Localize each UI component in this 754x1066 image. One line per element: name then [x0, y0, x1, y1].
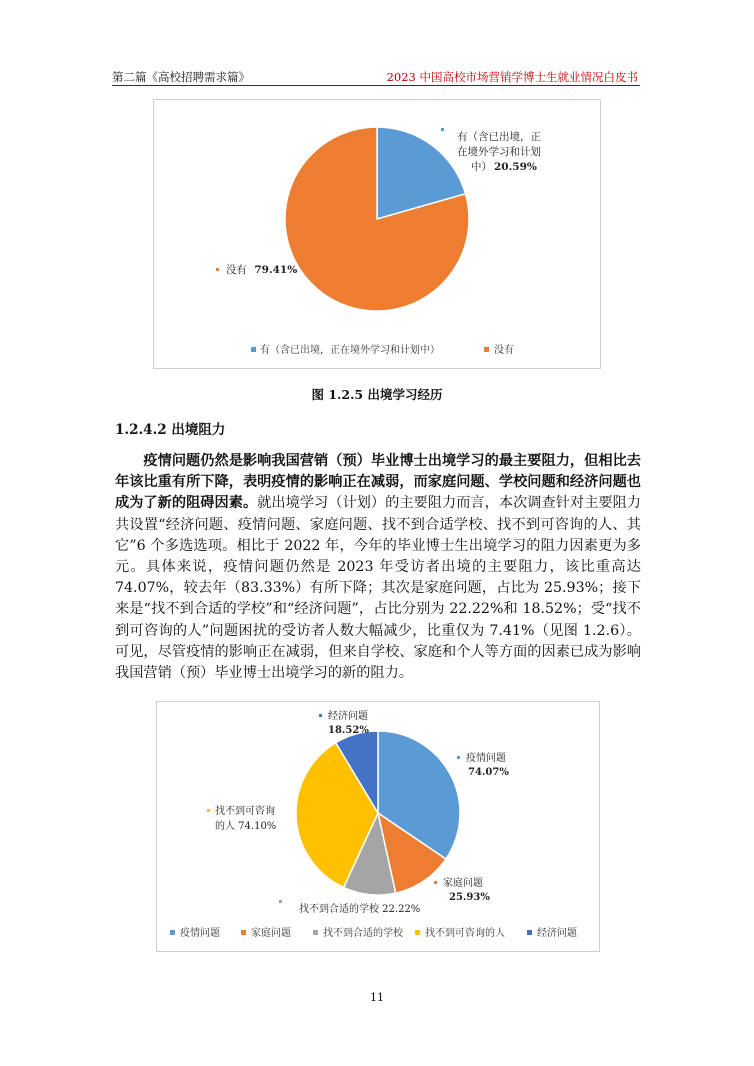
c2-label-school-marker: [279, 900, 282, 903]
chart-outbound-study: [153, 99, 601, 369]
paragraph-body: 就出境学习（计划）的主要阻力而言，本次调查针对主要阻力共设置“经济问题、疫情问题、家庭问题、找不到合适学校、找不到可咨询的人、其它”6 个多选选项。相比于 2022 年，今年的毕业博士生出境学习的阻力因素更为多元。具体来说，疫情问题仍然是 2023 年受访者出境的主要阻力，该比重高达 74.07%，较去年（83.33%）有所下降；其次是家庭问题，占比为 25.93%；接下来是“找不到合适的学校”和“经济问题”，占比分别为 22.22%和 18.52%；受“找不到可咨询的人”问题困扰的受访者人数大幅减少，比重仅为 7.41%（见图 1.2.6）。可见，尽管疫情的影响正在减弱，但来自学校、家庭和个人等方面的因素已成为影响我国营销（预）毕业博士出境学习的新的阻力。: [115, 495, 641, 682]
c1-label-no-marker: [216, 268, 219, 271]
svg-text:疫情问题 74.07%: [466, 751, 509, 778]
svg-text:找不到可咨询 的人 74.10%: [215, 804, 278, 832]
c2-legend-swatch-2: [313, 930, 318, 935]
c2-legend-label-2: 找不到合适的学校: [323, 928, 403, 939]
svg-text:经济问题 18.52%: [328, 709, 371, 736]
c2-label-consult-marker: [207, 809, 210, 812]
c2-legend-label-3: 找不到可咨询的人: [425, 928, 505, 939]
c2-label-family-marker: [434, 881, 437, 884]
c2-label-epi-marker: [457, 756, 460, 759]
c2-legend-label-4: 经济问题: [537, 928, 577, 939]
c2-legend-label-1: 家庭问题: [251, 928, 291, 939]
c2-legend-swatch-0: [170, 930, 175, 935]
section-title: 1.2.4.2 出境阻力: [115, 422, 226, 438]
svg-text:家庭问题 25.93%: [443, 876, 490, 903]
chart2-legend: [170, 926, 577, 939]
c2-label-consult-line1: 找不到可咨询: [215, 806, 275, 817]
body-paragraph: [115, 451, 641, 684]
c2-label-epi-name: 疫情问题: [466, 753, 506, 764]
svg-text:有（含已出境，正 在境外学习和计划: [457, 130, 544, 173]
c2-label-school: 找不到合适的学校 22.22%: [299, 904, 421, 915]
c1-label-yes-marker: [441, 128, 444, 131]
figure1-caption: 图 1.2.5 出境学习经历: [311, 387, 443, 402]
c1-label-yes-line3: 中）: [471, 161, 492, 173]
c1-label-yes-line2: 在境外学习和计划: [457, 146, 541, 158]
chart2-svg: [157, 702, 599, 951]
c2-label-family-pct: 25.93%: [449, 892, 490, 903]
header-rule: [112, 85, 640, 86]
svg-text:没有 79.41%: [226, 263, 297, 276]
c2-legend-swatch-3: [415, 930, 420, 935]
c2-legend-label-0: 疫情问题: [180, 928, 220, 939]
c2-label-epi-pct: 74.07%: [468, 767, 509, 778]
c2-label-family-name: 家庭问题: [443, 878, 483, 889]
c2-label-consult-line2: 的人 74.10%: [215, 821, 277, 832]
c2-label-econ-marker: [319, 714, 322, 717]
page-number: 11: [370, 991, 384, 1004]
c1-label-no-name: 没有: [226, 264, 247, 276]
c2-label-econ-name: 经济问题: [328, 711, 368, 722]
header-left: 第二篇《高校招聘需求篇》: [112, 70, 250, 84]
paragraph-bold-lead: 疫情问题仍然是影响我国营销（预）毕业博士出境学习的最主要阻力，但相比去年该比重有所下降，表明疫情的影响正在减弱，而家庭问题、学校问题和经济问题也成为了新的阻碍因素。: [115, 453, 641, 512]
c2-legend-swatch-4: [527, 930, 532, 935]
c1-label-no-pct: 79.41%: [254, 264, 298, 276]
c2-legend-swatch-1: [241, 930, 246, 935]
c1-label-yes-pct: 20.59%: [494, 161, 537, 173]
c1-label-yes-line1: 有（含已出境，正: [457, 131, 541, 143]
chart-outbound-obstacles: [156, 701, 600, 952]
header-right: 2023 中国高校市场营销学博士生就业情况白皮书: [386, 70, 638, 84]
chart1-svg: [154, 100, 600, 368]
c1-legend-swatch-no: [484, 347, 489, 352]
c2-label-econ-pct: 18.52%: [328, 725, 369, 736]
c1-legend-swatch-yes: [251, 347, 256, 352]
c1-legend-yes: 有（含已出境，正在境外学习和计划中）: [260, 345, 440, 356]
c1-legend-no: 没有: [494, 345, 514, 356]
